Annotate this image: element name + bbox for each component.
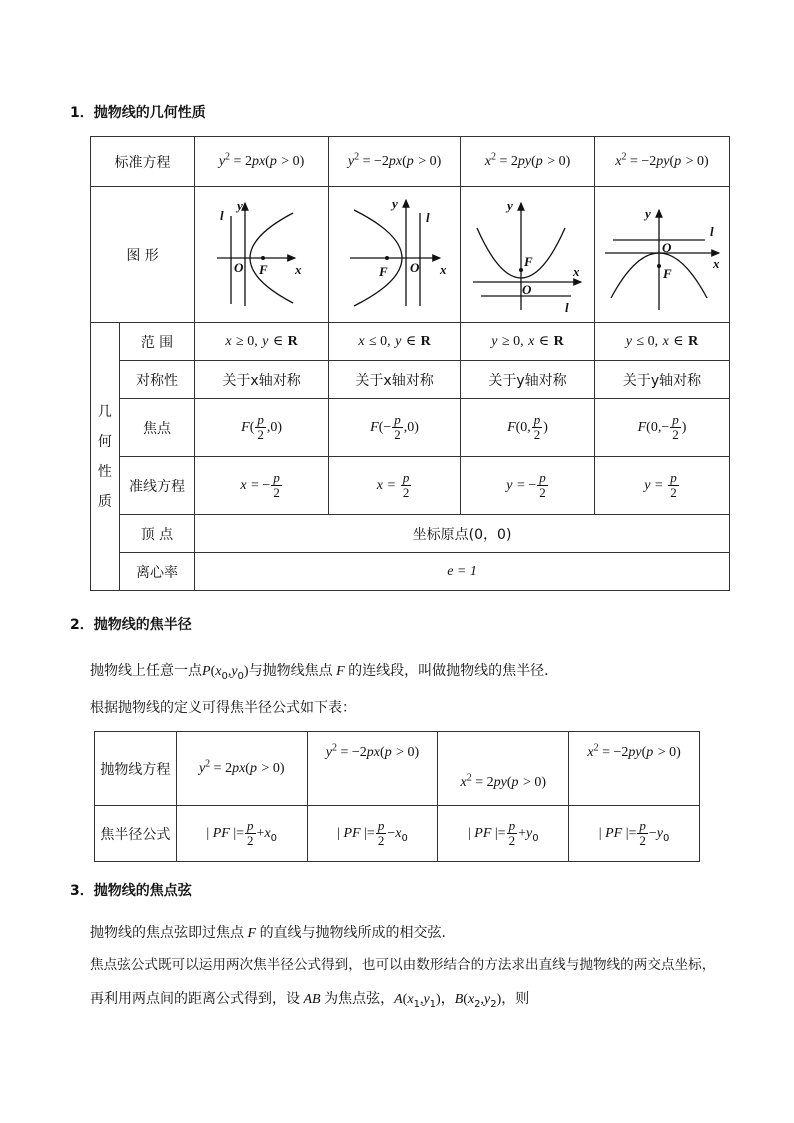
- label-x: x: [294, 261, 302, 277]
- symmetry-1: 关于x轴对称: [195, 361, 329, 399]
- label-y: y: [391, 195, 398, 211]
- directrix-1: x = − $\frac{p}{2}$: [195, 457, 329, 515]
- symmetry-4: 关于y轴对称: [595, 361, 730, 399]
- section-3-heading: 3．抛物线的焦点弦: [70, 883, 192, 899]
- range-4: y ≤ 0, x ∈ R: [595, 323, 730, 361]
- label-f: F: [258, 261, 268, 277]
- section-3-paragraph-1: 抛物线的焦点弦即过焦点 F 的直线与抛物线所成的相交弦．: [90, 925, 456, 941]
- fr-formula-4: | PF |= $\frac{p}{2}$ $-y_0$: [569, 806, 700, 862]
- eccentricity-value: e = 1: [195, 553, 730, 591]
- figure-opens-up: [461, 187, 595, 323]
- label-figure: 图 形: [91, 187, 195, 323]
- directrix-3: y = − $\frac{p}{2}$: [461, 457, 595, 515]
- label-symmetry: 对称性: [119, 361, 194, 399]
- label-f: F: [523, 253, 533, 269]
- section-2-paragraph-2: 根据抛物线的定义可得焦半径公式如下表：: [90, 700, 356, 716]
- equation-4: $x^2 = -2py(p > 0)$: [595, 137, 730, 187]
- directrix-2: x = $\frac{p}{2}$: [329, 457, 461, 515]
- range-1: x ≥ 0, y ∈ R: [195, 323, 329, 361]
- vertex-value: 坐标原点(0，0): [195, 515, 730, 553]
- section-3-paragraph-3: 再利用两点间的距离公式得到，设 AB 为焦点弦，$A(x_1,y_1)$，$B(x_2,y_2)$，则: [90, 991, 530, 1010]
- fr-equation-2: $y^2 = -2px(p > 0)$: [307, 732, 438, 806]
- label-y: y: [236, 197, 243, 213]
- focus-1: F( $\frac{p}{2}$ ,0): [195, 399, 329, 457]
- equation-3: $x^2 = 2py(p > 0)$: [461, 137, 595, 187]
- section-3-paragraph-2: 焦点弦公式既可以运用两次焦半径公式得到，也可以由数形结合的方法求出直线与抛物线的两交点坐标，: [90, 957, 716, 973]
- label-y: y: [506, 197, 513, 213]
- symmetry-3: 关于y轴对称: [461, 361, 595, 399]
- label-directrix: 准线方程: [119, 457, 194, 515]
- label-x: x: [572, 263, 580, 279]
- fr-formula-2: | PF |= $\frac{p}{2}$ $-x_0$: [307, 806, 438, 862]
- label-x: x: [713, 255, 720, 271]
- fr-formula-1: | PF |= $\frac{p}{2}$ $+x_0$: [176, 806, 307, 862]
- group-label-geometric-properties: 几 何 性 质: [91, 323, 120, 591]
- label-l: l: [710, 223, 714, 239]
- focus-4: F(0,− $\frac{p}{2}$ ): [595, 399, 730, 457]
- label-o: O: [662, 239, 672, 255]
- directrix-4: y = $\frac{p}{2}$: [595, 457, 730, 515]
- label-standard-equation: 标准方程: [91, 137, 195, 187]
- equation-2: $y^2 = -2px(p > 0)$: [329, 137, 461, 187]
- label-o: O: [521, 281, 531, 297]
- figure-opens-down: [595, 187, 730, 323]
- label-o: O: [409, 259, 419, 275]
- fr-formula-3: | PF |= $\frac{p}{2}$ $+y_0$: [438, 806, 569, 862]
- label-x: x: [439, 261, 447, 277]
- range-2: x ≤ 0, y ∈ R: [329, 323, 461, 361]
- label-l: l: [564, 299, 569, 315]
- label-f: F: [663, 265, 672, 281]
- label-y: y: [645, 205, 651, 221]
- fr-equation-4: $x^2 = -2py(p > 0)$: [569, 732, 700, 806]
- label-parabola-equation: 抛物线方程: [95, 732, 177, 806]
- label-range: 范 围: [119, 323, 194, 361]
- range-3: y ≥ 0, x ∈ R: [461, 323, 595, 361]
- parabola-properties-table: [90, 136, 730, 591]
- label-eccentricity: 离心率: [119, 553, 194, 591]
- focus-3: F(0, $\frac{p}{2}$ ): [461, 399, 595, 457]
- equation-1: $y^2 = 2px(p > 0)$: [195, 137, 329, 187]
- focus-2: F(− $\frac{p}{2}$ ,0): [329, 399, 461, 457]
- figure-opens-right: [195, 187, 329, 323]
- label-focal-radius-formula: 焦半径公式: [95, 806, 177, 862]
- section-2-heading: 2．抛物线的焦半径: [70, 617, 192, 633]
- label-l: l: [425, 209, 430, 225]
- figure-opens-left: [329, 187, 461, 323]
- label-o: O: [233, 259, 243, 275]
- fr-equation-3: $x^2 = 2py(p > 0)$: [438, 732, 569, 806]
- label-l: l: [219, 207, 224, 223]
- section-1-heading: 1．抛物线的几何性质: [70, 105, 206, 121]
- section-2-paragraph-1: 抛物线上任意一点$P(x_0,y_0)$与抛物线焦点 F 的连线段，叫做抛物线的焦半径．: [90, 663, 559, 682]
- label-focus: 焦点: [119, 399, 194, 457]
- focal-radius-table: [94, 731, 700, 862]
- fr-equation-1: $y^2 = 2px(p > 0)$: [176, 732, 307, 806]
- label-f: F: [378, 263, 388, 279]
- label-vertex: 顶 点: [119, 515, 194, 553]
- symmetry-2: 关于x轴对称: [329, 361, 461, 399]
